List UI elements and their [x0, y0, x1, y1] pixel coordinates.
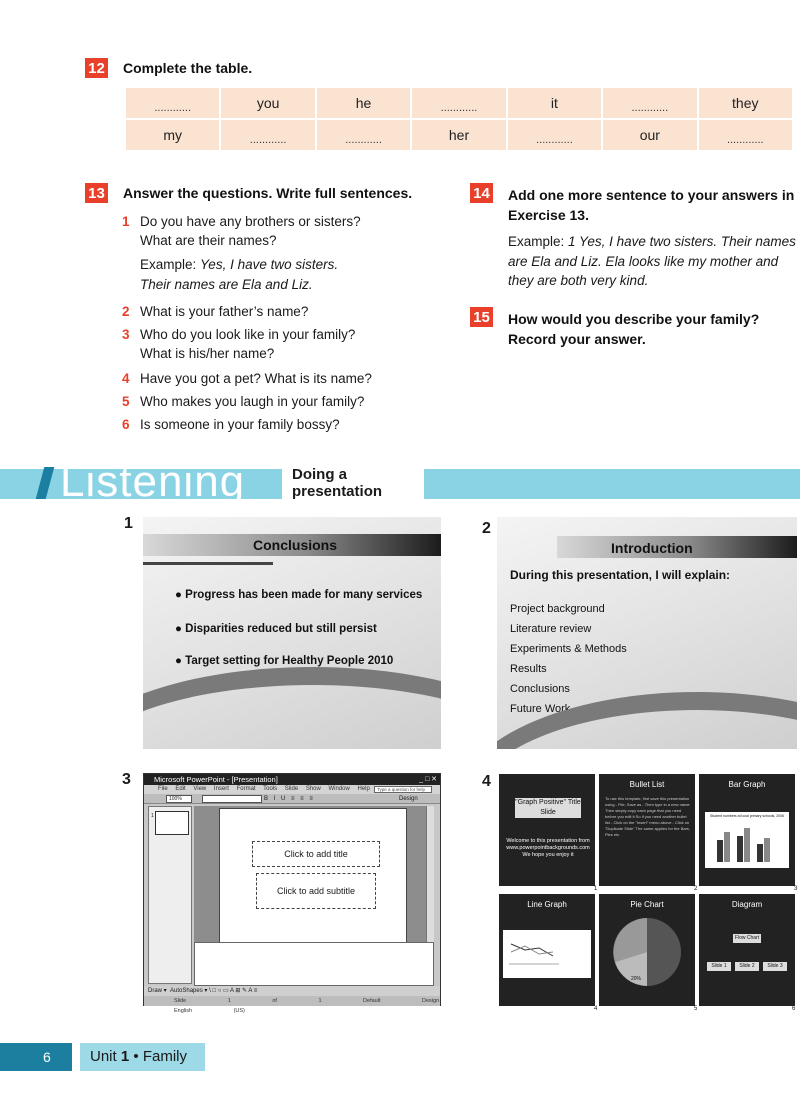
thumb-line-graph — [499, 894, 595, 1006]
diagram-box: Slide 3 — [763, 962, 787, 971]
thumb-text: To use this template, first save this presentation using - File, Save as - Then type in a new name Then simply copy each page that you need before you edit it So if you need another bullet list - Click on the "Insert" menu above - Click on "Duplicate Slide" The same applies for the Bars, Pies etc — [605, 796, 691, 837]
drawing-toolbar: Draw ▾ AutoShapes ▾ \ □ ○ ▭ A ⊞ ✎ A ≡ — [144, 986, 440, 996]
exercise-15-title — [508, 309, 759, 349]
table-cell: my — [126, 120, 219, 150]
bar — [737, 836, 743, 862]
pie-label: 20% — [631, 976, 642, 982]
zoom-select[interactable]: 100% — [166, 795, 192, 803]
example-13 — [140, 255, 338, 294]
title-line: How would you describe your family? — [508, 311, 760, 327]
exercise-13-title: Answer the questions. Write full sentences. — [123, 185, 413, 201]
question-number: 3 — [122, 327, 130, 342]
font-select[interactable] — [202, 795, 262, 803]
thumb-title: Line Graph — [527, 900, 567, 909]
window-title: Microsoft PowerPoint - [Presentation] — [144, 774, 440, 785]
example-text: 1 Yes, I have two sisters. Their names — [568, 234, 796, 249]
question-text: What is your father’s name? — [140, 304, 309, 319]
section-title: Listening — [60, 457, 246, 506]
slide-item: Results — [510, 663, 547, 675]
thumb-pie-chart — [599, 894, 695, 1006]
vertical-scrollbar[interactable] — [426, 806, 434, 942]
slide-thumbnail-pane — [148, 806, 192, 984]
question-text: Who do you look like in your family? — [140, 327, 356, 342]
thumb-diagram — [699, 894, 795, 1006]
exercise-number-14: 14 — [470, 183, 493, 203]
table-cell: they — [699, 88, 792, 118]
toolbar — [144, 794, 440, 804]
slide-decoration — [497, 692, 797, 749]
question-number: 2 — [122, 304, 130, 319]
footer-band — [0, 1043, 72, 1071]
table-cell[interactable]: ............ — [508, 120, 601, 150]
example-text: Yes, I have two sisters. — [200, 257, 339, 272]
table-cell: it — [508, 88, 601, 118]
notes-pane[interactable] — [194, 942, 434, 986]
picture-number-3: 3 — [122, 771, 131, 788]
draw-button[interactable]: Draw — [148, 988, 163, 994]
pronoun-table — [126, 88, 792, 150]
title-line: Record your answer. — [508, 331, 646, 347]
question-text: Who makes you laugh in your family? — [140, 394, 365, 409]
thumb-title: Bullet List — [629, 780, 665, 789]
slide-decoration — [143, 667, 441, 749]
slide-intro: During this presentation, I will explain: — [510, 568, 731, 582]
slide-bullet: ● Disparities reduced but still persist — [175, 623, 377, 635]
powerpoint-window — [143, 773, 441, 1014]
thumb-number: 6 — [792, 1006, 796, 1012]
question-1 — [122, 212, 361, 250]
slide-item: Future Work — [510, 703, 571, 715]
section-subtitle: Doing a presentation — [282, 467, 424, 499]
thumbnail-number: 1 — [151, 813, 154, 819]
thumb-chart-area — [503, 930, 591, 978]
line-chart-graphic — [503, 930, 591, 978]
table-cell[interactable]: ............ — [317, 120, 410, 150]
status-bar: Slide 1 of 1 Default Design English (US) — [144, 996, 440, 1006]
subtitle-placeholder[interactable]: Click to add subtitle — [256, 873, 376, 909]
exercise-number-12: 12 — [85, 58, 108, 78]
thumb-bullet-list — [599, 774, 695, 886]
thumb-number: 1 — [594, 886, 598, 892]
question-4 — [122, 369, 372, 388]
question-text: Do you have any brothers or sisters? — [140, 214, 361, 229]
bar — [724, 832, 730, 862]
question-text: Is someone in your family bossy? — [140, 417, 340, 432]
autoshapes-button[interactable]: AutoShapes — [170, 988, 203, 994]
slide-thumbnail[interactable] — [155, 811, 189, 835]
table-cell: our — [603, 120, 696, 150]
slide-bullet: ● Progress has been made for many services — [175, 589, 423, 601]
question-text: What are their names? — [140, 233, 277, 248]
design-button[interactable]: Design — [399, 796, 418, 802]
table-cell[interactable]: ............ — [412, 88, 505, 118]
help-search-input[interactable]: Type a question for help — [374, 786, 432, 793]
diagram-box: Slide 2 — [735, 962, 759, 971]
question-number: 1 — [122, 214, 130, 229]
format-buttons[interactable]: B I U ≡ ≡ ≡ — [264, 796, 315, 802]
example-text: are Ela and Liz. Ela looks like my mother and — [508, 253, 779, 269]
table-cell: he — [317, 88, 410, 118]
page-number: 6 — [43, 1049, 51, 1065]
thumb-number: 2 — [694, 886, 698, 892]
slide-item: Experiments & Methods — [510, 643, 627, 655]
thumb-chart-area — [705, 812, 789, 868]
pie-graphic — [611, 916, 683, 988]
example-label: Example: — [508, 234, 565, 249]
diagram-box: Slide 1 — [707, 962, 731, 971]
exercise-14-title — [508, 185, 794, 225]
picture-number-1: 1 — [124, 515, 133, 532]
unit-label: Unit 1 • Family — [80, 1043, 205, 1071]
window-controls[interactable]: _ □ ✕ — [419, 776, 437, 783]
thumb-chart-title: Student numbers at local primary schools, 2006 — [710, 814, 784, 818]
question-number: 5 — [122, 394, 130, 409]
bar — [744, 828, 750, 862]
slide-heading: Introduction — [611, 540, 693, 556]
thumb-title: "Graph Positive" Title Slide — [515, 799, 581, 816]
thumb-number: 4 — [594, 1006, 598, 1012]
thumb-number: 3 — [794, 886, 798, 892]
exercise-number-13: 13 — [85, 183, 108, 203]
thumb-title-slide — [499, 774, 595, 886]
title-line: Exercise 13. — [508, 207, 589, 223]
table-cell[interactable]: ............ — [221, 120, 314, 150]
menu-bar[interactable]: File Edit View Insert Format Tools Slide Show Window Help — [144, 785, 440, 794]
slide-heading: Conclusions — [253, 537, 338, 553]
thumb-bar-graph — [699, 774, 795, 886]
title-placeholder[interactable]: Click to add title — [252, 841, 380, 867]
question-number: 4 — [122, 371, 130, 386]
slide-canvas[interactable] — [219, 808, 407, 943]
thumb-number: 5 — [694, 1006, 698, 1012]
question-5 — [122, 392, 364, 411]
table-cell: you — [221, 88, 314, 118]
question-text: Have you got a pet? What is its name? — [140, 371, 372, 386]
diagram-box: Flow Chart — [734, 935, 760, 941]
question-2 — [122, 302, 308, 321]
slide-item: Literature review — [510, 623, 592, 635]
slide-item: Project background — [510, 603, 605, 615]
picture-number-4: 4 — [482, 773, 491, 790]
question-number: 6 — [122, 417, 130, 432]
bar — [757, 844, 763, 862]
table-cell: her — [412, 120, 505, 150]
bar — [764, 838, 770, 862]
question-6 — [122, 415, 340, 434]
slide-underline — [143, 562, 273, 565]
table-cell[interactable]: ............ — [699, 120, 792, 150]
slide-bullet: ● Target setting for Healthy People 2010 — [175, 655, 394, 667]
slide-item: Conclusions — [510, 683, 570, 695]
thumb-title: Diagram — [731, 900, 763, 909]
example-text: Their names are Ela and Liz. — [140, 276, 313, 292]
exercise-number-15: 15 — [470, 307, 493, 327]
thumb-title: Bar Graph — [728, 780, 766, 789]
bar — [717, 840, 723, 862]
question-text: What is his/her name? — [140, 346, 275, 361]
table-cell[interactable]: ............ — [603, 88, 696, 118]
question-3 — [122, 325, 355, 363]
exercise-12-title: Complete the table. — [123, 60, 253, 76]
thumb-title: Pie Chart — [630, 900, 664, 909]
example-text: they are both very kind. — [508, 273, 649, 288]
example-label: Example: — [140, 257, 197, 272]
slide-introduction — [497, 517, 797, 749]
title-line: Add one more sentence to your answers in — [508, 187, 795, 203]
thumb-text: Welcome to this presentation from www.powerpointbackgrounds.com We hope you enjoy it — [506, 838, 590, 858]
table-cell[interactable]: ............ — [126, 88, 219, 118]
example-14 — [508, 232, 800, 291]
slide-conclusions — [143, 517, 441, 749]
picture-number-2: 2 — [482, 520, 491, 537]
